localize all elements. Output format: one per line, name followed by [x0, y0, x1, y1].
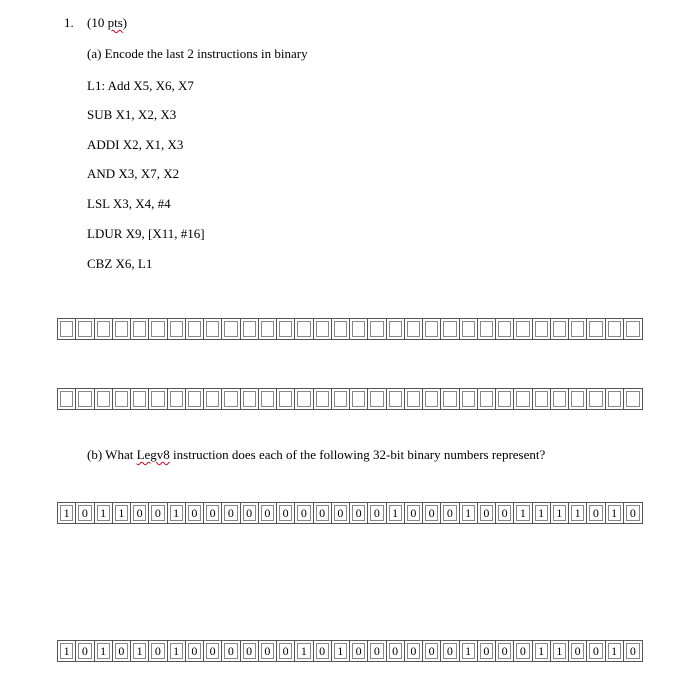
- bit-cell: [624, 641, 642, 661]
- answer-bit-cell[interactable]: [295, 319, 313, 339]
- bit-cell: [514, 503, 532, 523]
- bit-cell: [76, 641, 94, 661]
- question-points: [87, 15, 127, 31]
- bit-value: 0: [319, 506, 326, 520]
- answer-bit-cell[interactable]: [606, 389, 624, 409]
- answer-bit-cell[interactable]: [569, 389, 587, 409]
- bit-value: 1: [611, 506, 618, 520]
- answer-bit-cell[interactable]: [350, 319, 368, 339]
- answer-bit-cell[interactable]: [58, 319, 76, 339]
- bit-value: 0: [227, 506, 234, 520]
- bit-cell: [186, 503, 204, 523]
- answer-bit-cell[interactable]: [496, 319, 514, 339]
- answer-bit-cell[interactable]: [241, 319, 259, 339]
- answer-bit-cell[interactable]: [496, 389, 514, 409]
- bit-value: 0: [519, 644, 526, 658]
- instruction-line: L1: Add X5, X6, X7: [87, 78, 194, 93]
- answer-bit-cell[interactable]: [606, 319, 624, 339]
- bit-value: 0: [574, 644, 581, 658]
- answer-bit-cell[interactable]: [222, 389, 240, 409]
- answer-bit-cell[interactable]: [441, 319, 459, 339]
- answer-bit-cell[interactable]: [149, 389, 167, 409]
- bit-value: 0: [118, 644, 125, 658]
- bit-value: 1: [538, 644, 545, 658]
- bit-value: 0: [209, 506, 216, 520]
- part-b-prompt-start: (b) What: [87, 447, 137, 462]
- bit-cell: [259, 641, 277, 661]
- bit-value: 0: [246, 644, 253, 658]
- bit-cell: [533, 641, 551, 661]
- answer-bit-cell[interactable]: [113, 319, 131, 339]
- answer-bit-cell[interactable]: [204, 389, 222, 409]
- bit-value: 0: [428, 506, 435, 520]
- bit-value: 0: [446, 644, 453, 658]
- bit-cell: [277, 503, 295, 523]
- bit-cell: [113, 503, 131, 523]
- bit-value: 1: [465, 644, 472, 658]
- answer-bit-cell[interactable]: [405, 319, 423, 339]
- bit-cell: [76, 503, 94, 523]
- bit-cell: [387, 641, 405, 661]
- bit-cell: [478, 641, 496, 661]
- answer-bit-cell[interactable]: [405, 389, 423, 409]
- bit-cell: [496, 641, 514, 661]
- bit-value: 0: [264, 644, 271, 658]
- bit-cell: [168, 503, 186, 523]
- bit-cell: [332, 503, 350, 523]
- bit-cell: [368, 641, 386, 661]
- bit-value: 0: [410, 506, 417, 520]
- answer-bit-cell[interactable]: [350, 389, 368, 409]
- bit-value: 0: [501, 644, 508, 658]
- bit-value: 0: [227, 644, 234, 658]
- points-close: ): [122, 15, 128, 30]
- points-open: (10: [87, 15, 108, 30]
- answer-bit-cell[interactable]: [259, 319, 277, 339]
- answer-bit-cell[interactable]: [624, 319, 642, 339]
- bit-cell: [405, 641, 423, 661]
- bit-cell: [168, 641, 186, 661]
- bit-cell: [478, 503, 496, 523]
- answer-bit-cell[interactable]: [478, 389, 496, 409]
- bit-cell: [58, 641, 76, 661]
- answer-bit-cell[interactable]: [332, 319, 350, 339]
- bit-cell: [514, 641, 532, 661]
- bit-value: 0: [154, 644, 161, 658]
- bit-value: 0: [629, 644, 636, 658]
- bit-cell: [259, 503, 277, 523]
- answer-bit-cell[interactable]: [131, 389, 149, 409]
- answer-bit-cell[interactable]: [204, 319, 222, 339]
- bit-cell: [569, 503, 587, 523]
- bit-value: 1: [519, 506, 526, 520]
- bit-value: 0: [592, 644, 599, 658]
- bit-cell: [314, 641, 332, 661]
- bit-value: 0: [282, 644, 289, 658]
- answer-bit-cell[interactable]: [76, 389, 94, 409]
- instruction-line: LSL X3, X4, #4: [87, 196, 171, 211]
- bit-cell: [460, 503, 478, 523]
- answer-bit-cell[interactable]: [551, 389, 569, 409]
- bit-value: 1: [392, 506, 399, 520]
- instruction-line: ADDI X2, X1, X3: [87, 137, 184, 152]
- answer-bit-cell[interactable]: [314, 319, 332, 339]
- bit-cell: [113, 641, 131, 661]
- bit-cell: [496, 503, 514, 523]
- bit-value: 1: [556, 506, 563, 520]
- bit-cell: [606, 503, 624, 523]
- answer-bit-cell[interactable]: [259, 389, 277, 409]
- answer-bit-cell[interactable]: [368, 389, 386, 409]
- bit-cell: [222, 503, 240, 523]
- bit-cell: [441, 503, 459, 523]
- answer-bit-cell[interactable]: [186, 389, 204, 409]
- bit-cell: [241, 503, 259, 523]
- answer-bit-cell[interactable]: [149, 319, 167, 339]
- bit-value: 1: [538, 506, 545, 520]
- answer-bit-cell[interactable]: [423, 319, 441, 339]
- bit-value: 1: [465, 506, 472, 520]
- bit-cell: [295, 641, 313, 661]
- points-word: pts: [107, 15, 123, 30]
- bit-value: 1: [100, 644, 107, 658]
- bit-cell: [587, 641, 605, 661]
- bit-value: 0: [355, 644, 362, 658]
- bit-cell: [423, 641, 441, 661]
- answer-grid-1[interactable]: [57, 318, 643, 340]
- answer-bit-cell[interactable]: [387, 389, 405, 409]
- answer-bit-cell[interactable]: [460, 389, 478, 409]
- instruction-line: SUB X1, X2, X3: [87, 107, 177, 122]
- bit-value: 0: [483, 506, 490, 520]
- answer-bit-cell[interactable]: [277, 319, 295, 339]
- bit-cell: [606, 641, 624, 661]
- bit-value: 0: [392, 644, 399, 658]
- answer-bit-cell[interactable]: [387, 319, 405, 339]
- bit-cell: [222, 641, 240, 661]
- question-number: 1.: [64, 15, 74, 30]
- answer-bit-cell[interactable]: [95, 389, 113, 409]
- bit-cell: [204, 503, 222, 523]
- bit-cell: [423, 503, 441, 523]
- bit-value: 0: [483, 644, 490, 658]
- answer-bit-cell[interactable]: [332, 389, 350, 409]
- bit-value: 0: [264, 506, 271, 520]
- part-b-prompt: [87, 447, 545, 463]
- bit-cell: [131, 503, 149, 523]
- answer-bit-cell[interactable]: [76, 319, 94, 339]
- bit-cell: [569, 641, 587, 661]
- answer-bit-cell[interactable]: [533, 319, 551, 339]
- answer-bit-cell[interactable]: [58, 389, 76, 409]
- part-b-prompt-word: Legv8: [136, 447, 170, 462]
- bit-value: 0: [282, 506, 289, 520]
- part-b-prompt-end: instruction does each of the following 32-bit binary numbers represent?: [169, 447, 546, 462]
- bit-value: 1: [118, 506, 125, 520]
- answer-bit-cell[interactable]: [514, 389, 532, 409]
- answer-bit-cell[interactable]: [587, 389, 605, 409]
- bit-value: 1: [574, 506, 581, 520]
- bit-value: 0: [629, 506, 636, 520]
- bit-value: 0: [81, 506, 88, 520]
- answer-bit-cell[interactable]: [423, 389, 441, 409]
- bit-cell: [624, 503, 642, 523]
- bit-cell: [368, 503, 386, 523]
- bit-cell: [58, 503, 76, 523]
- bit-value: 1: [556, 644, 563, 658]
- bit-value: 1: [136, 644, 143, 658]
- bit-cell: [533, 503, 551, 523]
- bit-cell: [387, 503, 405, 523]
- answer-bit-cell[interactable]: [460, 319, 478, 339]
- bit-value: 1: [611, 644, 618, 658]
- bit-cell: [204, 641, 222, 661]
- bit-cell: [241, 641, 259, 661]
- answer-bit-cell[interactable]: [587, 319, 605, 339]
- bit-value: 1: [173, 644, 180, 658]
- bit-value: 1: [63, 506, 70, 520]
- bit-value: 0: [428, 644, 435, 658]
- bit-cell: [95, 641, 113, 661]
- bit-value: 1: [300, 644, 307, 658]
- bit-cell: [149, 641, 167, 661]
- bit-cell: [295, 503, 313, 523]
- bit-cell: [314, 503, 332, 523]
- bit-value: 0: [410, 644, 417, 658]
- answer-bit-cell[interactable]: [295, 389, 313, 409]
- bit-value: 0: [337, 506, 344, 520]
- answer-bit-cell[interactable]: [95, 319, 113, 339]
- bit-cell: [587, 503, 605, 523]
- bit-value: 0: [209, 644, 216, 658]
- answer-bit-cell[interactable]: [533, 389, 551, 409]
- bit-cell: [460, 641, 478, 661]
- bit-value: 0: [81, 644, 88, 658]
- bit-cell: [350, 503, 368, 523]
- bit-cell: [551, 641, 569, 661]
- answer-bit-cell[interactable]: [368, 319, 386, 339]
- answer-bit-cell[interactable]: [168, 389, 186, 409]
- bit-value: 0: [136, 506, 143, 520]
- bit-value: 0: [300, 506, 307, 520]
- bit-cell: [405, 503, 423, 523]
- answer-grid-2[interactable]: [57, 388, 643, 410]
- bit-value: 1: [337, 644, 344, 658]
- bit-value: 1: [100, 506, 107, 520]
- answer-bit-cell[interactable]: [624, 389, 642, 409]
- answer-bit-cell[interactable]: [131, 319, 149, 339]
- bit-cell: [332, 641, 350, 661]
- bit-value: 0: [373, 644, 380, 658]
- bit-value: 0: [319, 644, 326, 658]
- bit-value: 0: [191, 644, 198, 658]
- bit-value: 1: [173, 506, 180, 520]
- bit-cell: [441, 641, 459, 661]
- bit-value: 0: [592, 506, 599, 520]
- bit-value: 0: [373, 506, 380, 520]
- bit-cell: [95, 503, 113, 523]
- answer-bit-cell[interactable]: [478, 319, 496, 339]
- part-a-prompt: (a) Encode the last 2 instructions in binary: [87, 46, 308, 61]
- instruction-line: LDUR X9, [X11, #16]: [87, 226, 205, 241]
- answer-bit-cell[interactable]: [277, 389, 295, 409]
- answer-bit-cell[interactable]: [551, 319, 569, 339]
- answer-bit-cell[interactable]: [168, 319, 186, 339]
- bit-cell: [277, 641, 295, 661]
- bit-cell: [350, 641, 368, 661]
- bit-cell: [551, 503, 569, 523]
- bit-value: 0: [446, 506, 453, 520]
- bit-cell: [149, 503, 167, 523]
- bit-cell: [131, 641, 149, 661]
- bit-value: 0: [246, 506, 253, 520]
- instruction-line: CBZ X6, L1: [87, 256, 153, 271]
- answer-bit-cell[interactable]: [569, 319, 587, 339]
- answer-bit-cell[interactable]: [113, 389, 131, 409]
- answer-bit-cell[interactable]: [241, 389, 259, 409]
- answer-bit-cell[interactable]: [441, 389, 459, 409]
- binary-grid-2: [57, 640, 643, 662]
- instruction-line: AND X3, X7, X2: [87, 166, 180, 181]
- bit-value: 0: [501, 506, 508, 520]
- bit-value: 0: [191, 506, 198, 520]
- answer-bit-cell[interactable]: [514, 319, 532, 339]
- bit-cell: [186, 641, 204, 661]
- binary-grid-1: [57, 502, 643, 524]
- answer-bit-cell[interactable]: [186, 319, 204, 339]
- answer-bit-cell[interactable]: [222, 319, 240, 339]
- answer-bit-cell[interactable]: [314, 389, 332, 409]
- bit-value: 0: [154, 506, 161, 520]
- bit-value: 1: [63, 644, 70, 658]
- bit-value: 0: [355, 506, 362, 520]
